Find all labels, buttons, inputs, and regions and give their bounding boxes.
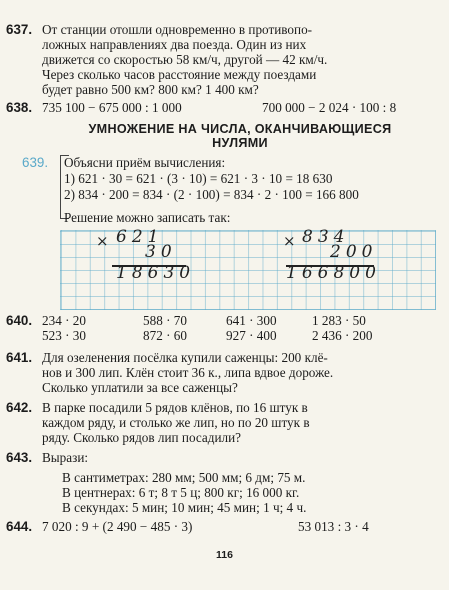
problem-641-line-1: Для озеленения посёлка купили саженцы: 200 клё- (42, 350, 328, 365)
problem-643-line-1: В сантиметрах: 280 мм; 500 мм; 6 дм; 75 м. (62, 470, 306, 485)
column-2-multiply-sign: × (283, 232, 301, 250)
column-2-top: 834 (302, 227, 350, 247)
problem-640-r2-c1: 523 · 30 (42, 328, 86, 343)
problem-642-line-1: В парке посадили 5 рядов клёнов, по 16 штук в (42, 400, 308, 415)
problem-641-line-3: Сколько уплатили за все саженцы? (42, 380, 238, 395)
column-1-bottom: 30 (145, 242, 177, 262)
problem-637-line-3: движется со скоростью 58 км/ч, другой — 42 км/ч. (42, 52, 328, 67)
problem-641-line-2: нов и 300 лип. Клён стоит 36 к., липа вдвое дороже. (42, 365, 334, 380)
column-1-top: 621 (116, 227, 164, 247)
problem-640-r1-c2: 588 · 70 (143, 313, 187, 328)
problem-640-r2-c4: 2 436 · 200 (312, 328, 373, 343)
column-1-multiply-sign: × (96, 232, 114, 250)
problem-637-number: 637. (6, 22, 33, 37)
problem-640-number: 640. (6, 313, 33, 328)
problem-643-number: 643. (6, 450, 33, 465)
section-heading-line-2: НУЛЯМИ (212, 136, 268, 150)
section-heading-line-1: УМНОЖЕНИЕ НА ЧИСЛА, ОКАНЧИВАЮЩИЕСЯ (88, 122, 392, 136)
problem-642-line-2: каждом ряду, и столько же лип, но по 20 штук в (42, 415, 310, 430)
problem-637-line-4: Через сколько часов расстояние между поездами (42, 67, 317, 82)
problem-639-number: 639. (22, 155, 49, 170)
problem-639-intro: Объясни приём вычисления: (64, 155, 226, 170)
problem-643-intro: Вырази: (42, 450, 89, 465)
problem-638-number: 638. (6, 100, 33, 115)
problem-642-number: 642. (6, 400, 33, 415)
problem-644-number: 644. (6, 519, 33, 534)
column-2-bottom: 200 (330, 242, 378, 262)
problem-643-line-2: В центнерах: 6 т; 8 т 5 ц; 800 кг; 16 000 кг. (62, 485, 300, 500)
problem-640-r1-c1: 234 · 20 (42, 313, 86, 328)
problem-640-r1-c4: 1 283 · 50 (312, 313, 366, 328)
problem-639-line-2: 2) 834 · 200 = 834 · (2 · 100) = 834 · 2 · 100 = 166 800 (64, 187, 359, 202)
problem-638-expr-1: 735 100 − 675 000 : 1 000 (42, 100, 182, 115)
page-number: 116 (216, 549, 233, 561)
problem-644-expr-2: 53 013 : 3 · 4 (298, 519, 369, 534)
column-1-result: 18630 (116, 263, 196, 283)
column-2-result: 166800 (286, 263, 381, 283)
problem-638-expr-2: 700 000 − 2 024 · 100 : 8 (262, 100, 397, 115)
problem-637-line-5: будет равно 500 км? 800 км? 1 400 км? (42, 82, 259, 97)
problem-644-expr-1: 7 020 : 9 + (2 490 − 485 · 3) (42, 519, 193, 534)
problem-641-number: 641. (6, 350, 33, 365)
problem-640-r1-c3: 641 · 300 (226, 313, 277, 328)
problem-642-line-3: ряду. Сколько рядов лип посадили? (42, 430, 241, 445)
problem-639-line-1: 1) 621 · 30 = 621 · (3 · 10) = 621 · 3 · 10 = 18 630 (64, 171, 333, 186)
problem-640-r2-c3: 927 · 400 (226, 328, 277, 343)
problem-640-r2-c2: 872 · 60 (143, 328, 187, 343)
problem-643-line-3: В секундах: 5 мин; 10 мин; 45 мин; 1 ч; 4 ч. (62, 500, 307, 515)
problem-637-line-2: ложных направлениях два поезда. Один из них (42, 37, 307, 52)
problem-637-line-1: От станции отошли одновременно в противопо- (42, 22, 313, 37)
problem-639-note: Решение можно записать так: (64, 210, 231, 225)
